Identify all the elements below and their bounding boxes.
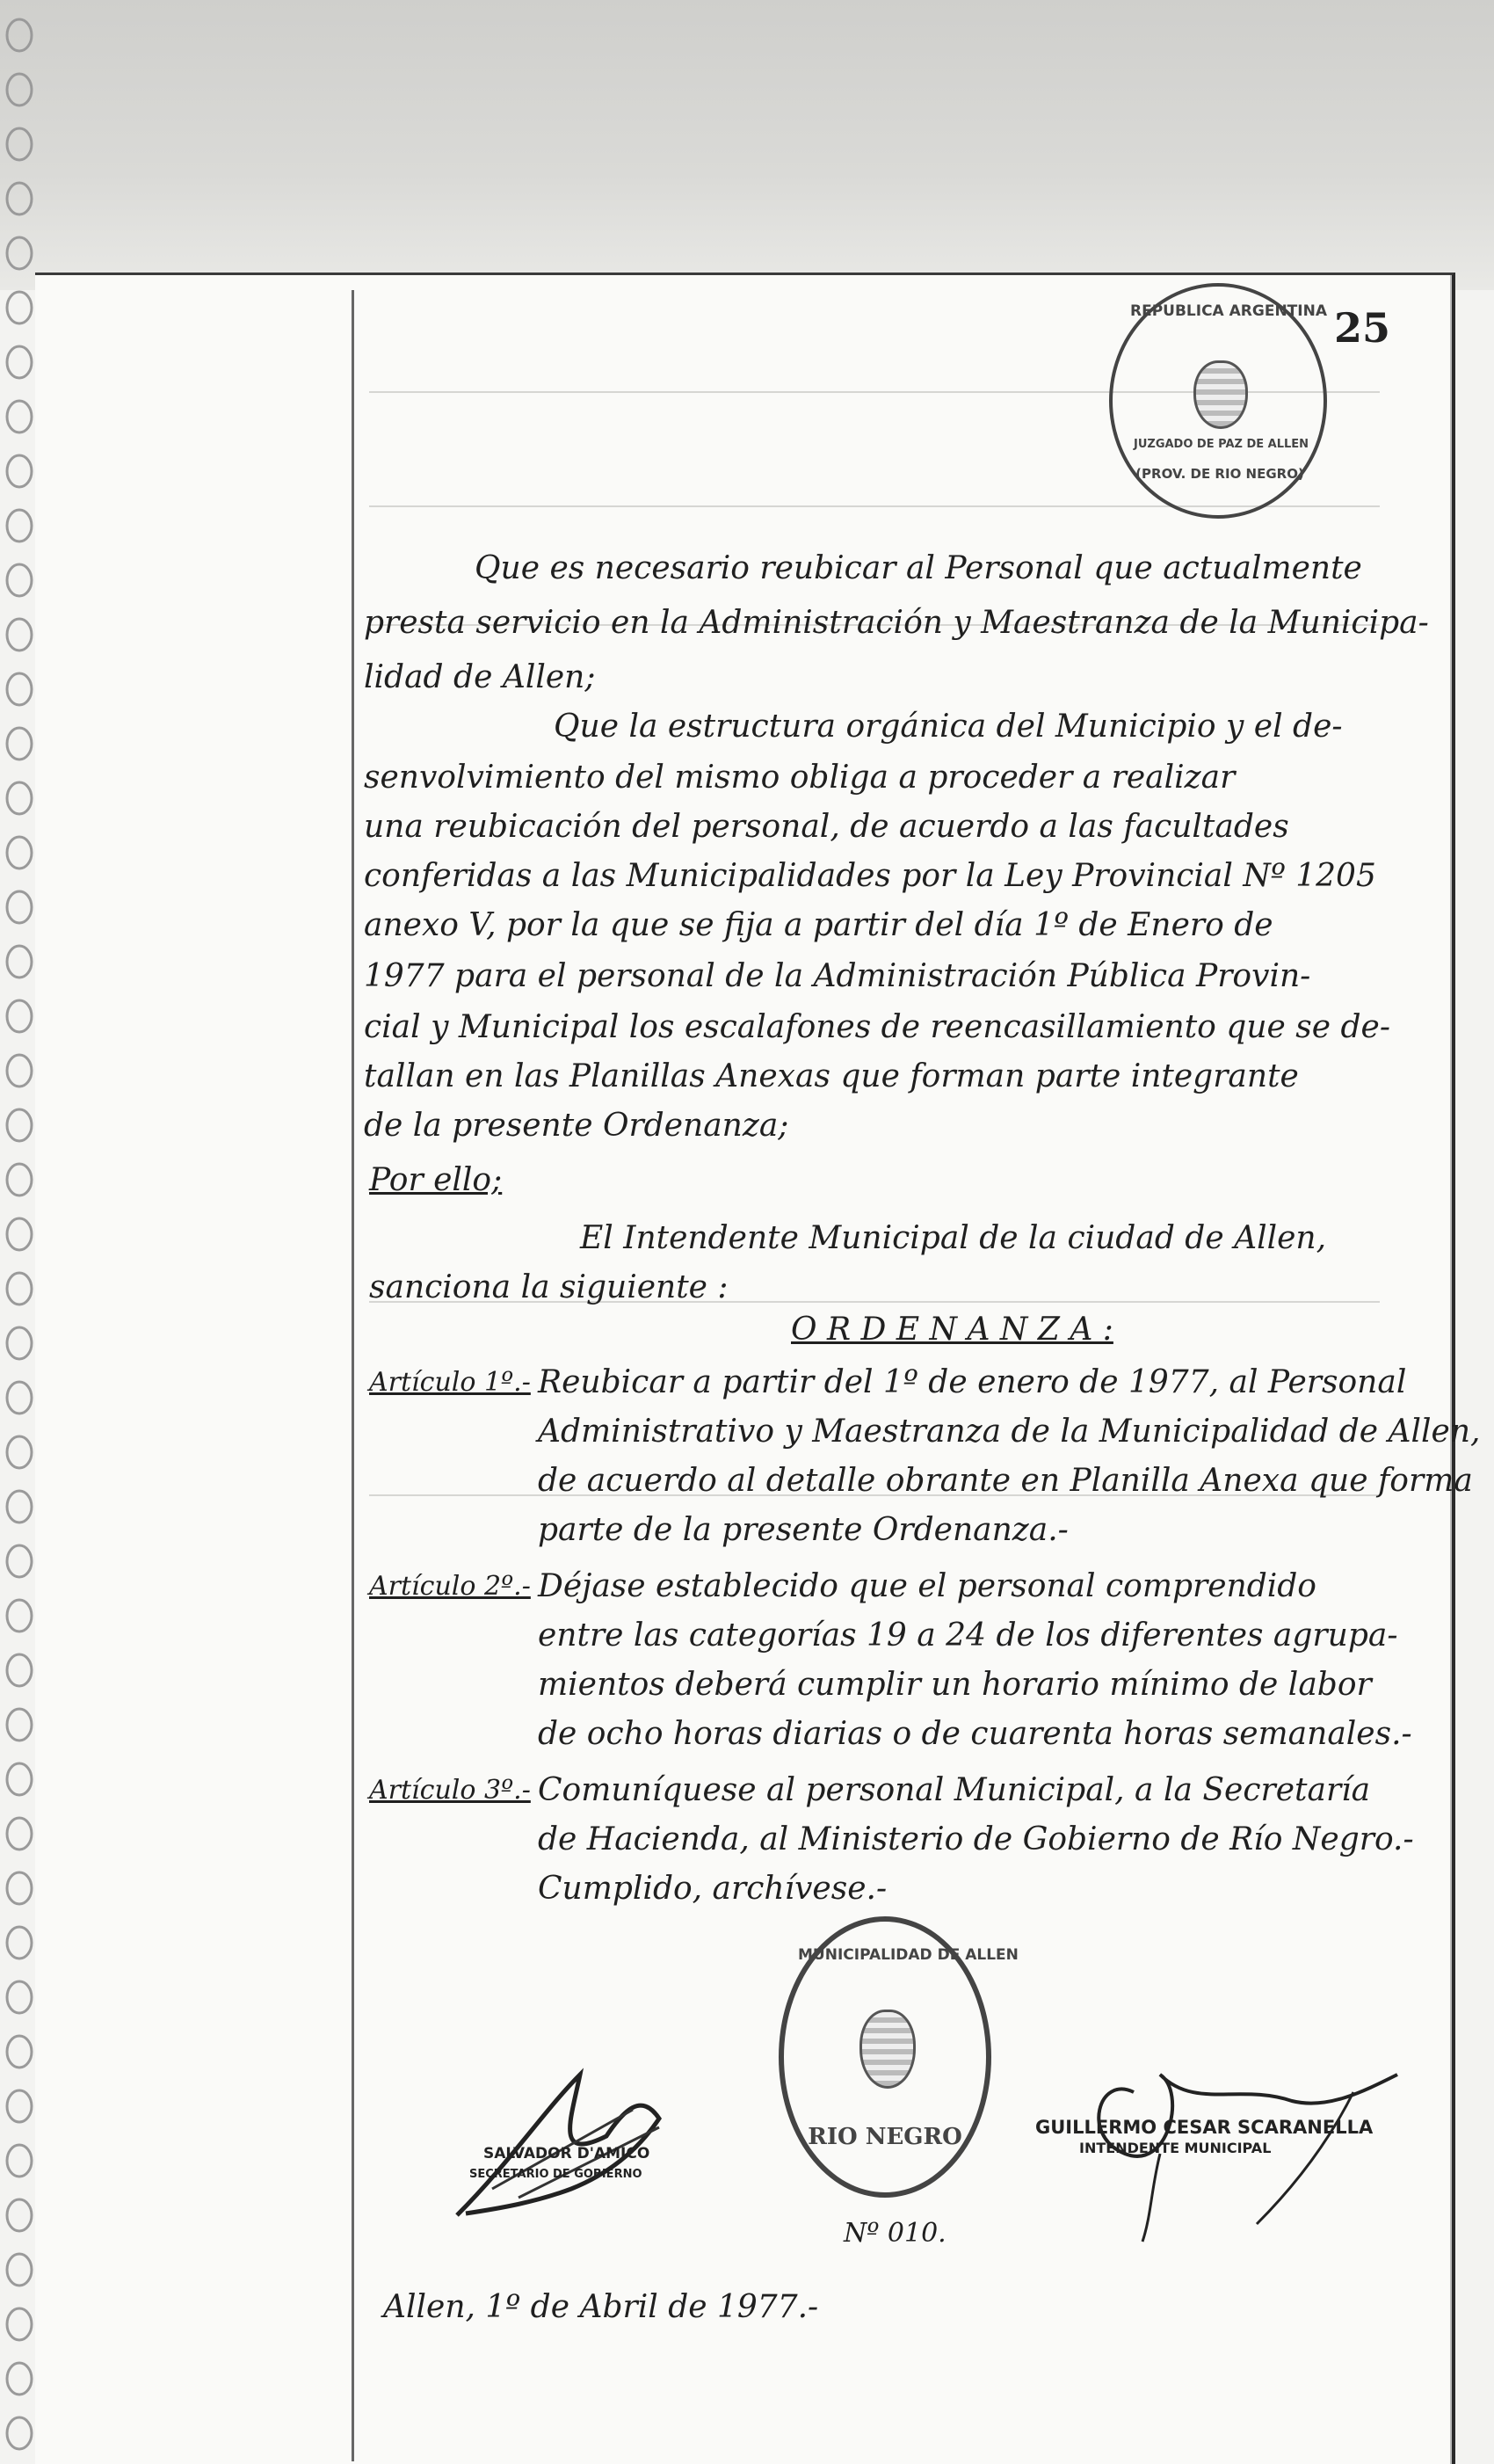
preamble-line: tallan en las Planillas Anexas que forman parte integrante xyxy=(364,1058,1299,1094)
binding-ring xyxy=(7,1709,32,1741)
binding-ring xyxy=(7,1491,32,1523)
binding-ring xyxy=(7,728,32,760)
seal-bottom-text: RIO NEGRO xyxy=(808,2124,962,2150)
binding-ring xyxy=(7,183,32,214)
binding-ring xyxy=(7,1218,32,1250)
preamble-line: senvolvimiento del mismo obliga a proceder a realizar xyxy=(364,760,1236,796)
binding-ring xyxy=(7,292,32,323)
article-label: Artículo 3º.- xyxy=(369,1775,531,1806)
binding-ring xyxy=(7,510,32,541)
binding-ring xyxy=(7,1872,32,1904)
article-line: Comuníquese al personal Municipal, a la Secretaría xyxy=(538,1772,1371,1808)
binding-ring xyxy=(7,2199,32,2231)
article-line: entre las categorías 19 a 24 de los diferentes agrupa- xyxy=(538,1617,1398,1654)
binding-ring xyxy=(7,2145,32,2177)
binding-ring xyxy=(7,455,32,487)
seal-municipalidad-de-allen xyxy=(779,1916,1019,2198)
intendente-line: sanciona la siguiente : xyxy=(369,1269,729,1305)
preamble-line: una reubicación del personal, de acuerdo a las facultades xyxy=(364,809,1289,845)
binding-ring xyxy=(7,1436,32,1468)
binding-ring xyxy=(7,1818,32,1850)
intendente-line: El Intendente Municipal de la ciudad de Allen, xyxy=(580,1220,1327,1256)
binding-ring xyxy=(7,1000,32,1032)
page-number: 25 xyxy=(1334,304,1391,352)
article-line: de ocho horas diarias o de cuarenta horas semanales.- xyxy=(538,1716,1412,1752)
binding-ring xyxy=(7,2090,32,2122)
binding-ring xyxy=(7,74,32,105)
binding-ring xyxy=(7,2036,32,2068)
seal-top-bottom-text: (PROV. DE RIO NEGRO) xyxy=(1135,466,1304,482)
article-label: Artículo 2º.- xyxy=(369,1571,531,1602)
binding-ring xyxy=(7,619,32,651)
binding-ring xyxy=(7,1763,32,1795)
right-signatory-name: GUILLERMO CESAR SCARANELLA xyxy=(1035,2117,1374,2138)
binding-ring xyxy=(7,673,32,705)
binding-ring xyxy=(7,401,32,432)
article-line: Déjase establecido que el personal comprendido xyxy=(538,1568,1316,1604)
binding-ring xyxy=(7,2363,32,2395)
binding-ring xyxy=(7,1273,32,1305)
binding-ring xyxy=(7,564,32,596)
binding-ring xyxy=(7,2308,32,2340)
preamble-line: cial y Municipal los escalafones de reencasillamiento que se de- xyxy=(364,1009,1390,1045)
ordinance-number: Nº 010. xyxy=(844,2218,946,2249)
preamble-line: de la presente Ordenanza; xyxy=(364,1108,789,1144)
preamble-line: conferidas a las Municipalidades por la Ley Provincial Nº 1205 xyxy=(364,858,1376,894)
article-line: Cumplido, archívese.- xyxy=(538,1871,888,1907)
binding-ring xyxy=(7,1654,32,1686)
article-line: parte de la presente Ordenanza.- xyxy=(538,1512,1069,1548)
binding-ring xyxy=(7,891,32,923)
left-signatory-title: SECRETARIO DE GOBIERNO xyxy=(469,2168,642,2181)
binding-ring xyxy=(7,1055,32,1087)
seal-top-arc-text: REPUBLICA ARGENTINA xyxy=(1130,302,1327,320)
preamble-line: lidad de Allen; xyxy=(364,659,596,695)
binding-ring xyxy=(7,1981,32,2013)
article-line: de acuerdo al detalle obrante en Planilla Anexa que forma xyxy=(538,1463,1473,1499)
preamble-line: anexo V, por la que se fija a partir del día 1º de Enero de xyxy=(364,907,1273,943)
article-line: Reubicar a partir del 1º de enero de 1977, al Personal xyxy=(538,1364,1407,1400)
binding-ring xyxy=(7,782,32,814)
seal-top-inner-text: JUZGADO DE PAZ DE ALLEN xyxy=(1134,438,1309,451)
scanned-page-underneath xyxy=(0,0,1494,290)
binding-ring xyxy=(7,1164,32,1196)
article-line: mientos deberá cumplir un horario mínimo de labor xyxy=(538,1667,1372,1703)
seal-juzgado-de-paz xyxy=(1109,283,1327,519)
binding-ring xyxy=(7,19,32,51)
binding-ring xyxy=(7,946,32,978)
preamble-line: Que es necesario reubicar al Personal que actualmente xyxy=(475,550,1362,586)
por-ello-label: Por ello; xyxy=(369,1162,503,1198)
binding-ring xyxy=(7,837,32,869)
date-line: Allen, 1º de Abril de 1977.- xyxy=(383,2289,819,2325)
article-label: Artículo 1º.- xyxy=(369,1367,531,1398)
binding-ring xyxy=(7,346,32,378)
binding-ring xyxy=(7,2417,32,2449)
binding-ring xyxy=(7,1109,32,1141)
preamble-line: Que la estructura orgánica del Municipio y el de- xyxy=(554,709,1343,745)
coat-of-arms-icon xyxy=(1193,360,1248,429)
binding-ring xyxy=(7,1327,32,1359)
ordenanza-heading: O R D E N A N Z A : xyxy=(791,1312,1113,1348)
binding-ring xyxy=(7,1382,32,1414)
right-signatory-title: INTENDENTE MUNICIPAL xyxy=(1079,2140,1272,2156)
coat-of-arms-icon xyxy=(859,2010,916,2089)
binding-ring xyxy=(7,1927,32,1959)
article-line: Administrativo y Maestranza de la Municipalidad de Allen, xyxy=(538,1414,1481,1450)
article-line: de Hacienda, al Ministerio de Gobierno de Río Negro.- xyxy=(538,1821,1414,1857)
preamble-line: presta servicio en la Administración y Maestranza de la Municipa- xyxy=(364,605,1429,641)
left-signatory-name: SALVADOR D'AMICO xyxy=(483,2145,650,2162)
preamble-line: 1977 para el personal de la Administración Pública Provin- xyxy=(364,958,1311,994)
margin-rule xyxy=(352,290,354,2461)
binding-ring xyxy=(7,2254,32,2286)
binding-ring xyxy=(7,128,32,160)
binding-ring xyxy=(7,237,32,269)
binding-ring xyxy=(7,1600,32,1632)
seal-bottom-arc-text: MUNICIPALIDAD DE ALLEN xyxy=(798,1946,1019,1964)
binding-ring xyxy=(7,1545,32,1577)
